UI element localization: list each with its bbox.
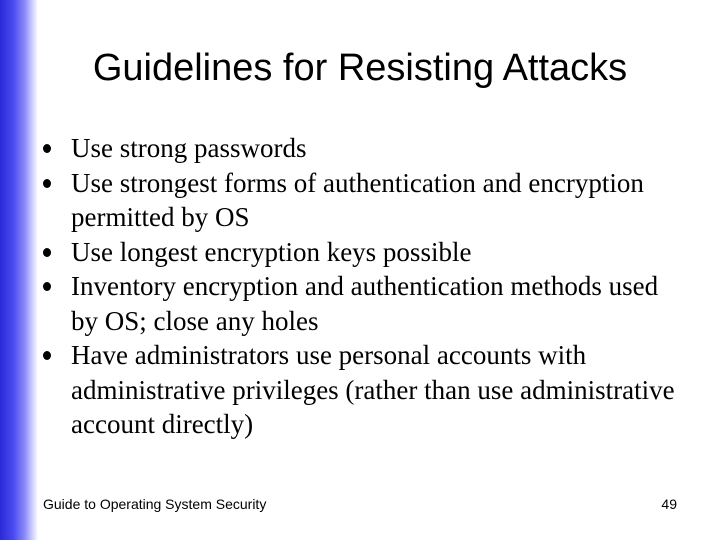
bullet-text: Use longest encryption keys possible [71, 236, 472, 267]
bullet-text: Use strongest forms of authentication and encryption permitted by OS [71, 167, 644, 232]
bullet-dot-icon [43, 179, 51, 188]
bullet-text: Inventory encryption and authentication methods used by OS; close any holes [71, 271, 659, 336]
page-number: 49 [661, 496, 677, 512]
bullet-text: Use strong passwords [71, 133, 307, 163]
bullet-text: Have administrators use personal accounts with administrative privileges (rather than use administrative account directly) [71, 340, 675, 439]
bullet-item-authentication-encryption [40, 166, 680, 235]
bullet-dot-icon [43, 248, 51, 257]
bullet-item-inventory-methods [40, 269, 680, 338]
slide-title: Guidelines for Resisting Attacks [92, 47, 628, 89]
bullet-item-admin-accounts [40, 338, 680, 442]
bullet-dot-icon [43, 144, 51, 153]
bullet-item-encryption-keys [40, 235, 680, 270]
bullet-dot-icon [43, 351, 51, 360]
bullet-list [40, 131, 680, 442]
footer-title: Guide to Operating System Security [43, 496, 267, 512]
bullet-item-strong-passwords [40, 131, 680, 166]
bullet-dot-icon [43, 282, 51, 291]
